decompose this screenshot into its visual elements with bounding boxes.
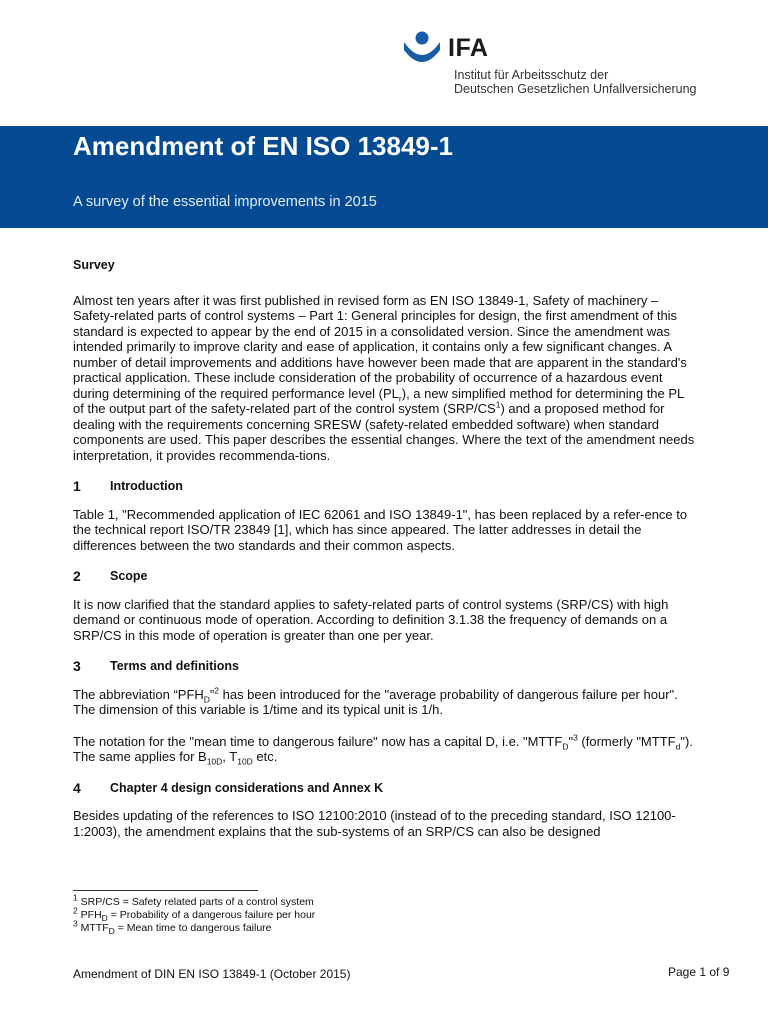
survey-heading: Survey [73, 258, 115, 272]
section-text-terms-pfhd: The abbreviation “$PFH_D”^2$ has been introduced for the "average probability of dangerous failure per hour". The dimension of this variable is 1/time and its typical unit is 1/h. [73, 685, 678, 717]
section-heading-terms: 3 Terms and definitions [73, 658, 239, 674]
section-heading-scope: 2 Scope [73, 568, 148, 584]
ifa-logo [402, 28, 722, 100]
document-title: Amendment of EN ISO 13849-1 [73, 131, 453, 161]
footnote-divider [73, 890, 258, 891]
ifa-emblem-icon [402, 28, 450, 72]
institute-name-line2: Deutschen Gesetzlichen Unfallversicherung [454, 82, 697, 96]
institute-name-line1: Institut für Arbeitsschutz der [454, 68, 609, 82]
footer-document-name: Amendment of DIN EN ISO 13849-1 (October 2015) [73, 967, 351, 981]
section-text-introduction: Table 1, "Recommended application of IEC 62061 and ISO 13849-1", has been replaced by a refer-ence to the technical report ISO/TR 23849 [1], which has since appeared. The latter addresses in detail the differences between the two standards and their common aspects. [73, 506, 688, 553]
document-subtitle: A survey of the essential improvements in 2015 [73, 194, 377, 210]
section-heading-design: 4 Chapter 4 design considerations and Annex K [73, 779, 384, 796]
document-body [73, 258, 698, 855]
survey-paragraph: Almost ten years after it was first published in revised form as EN ISO 13849-1, Safety of machinery – Safety-related parts of control systems – Part 1: General principles for design, the first amendment of this standard is expected to appear by the end of 2015 in a consolidated version. Since the amendment was intended primarily to improve clarity and ease of application, it contains only a few significant changes. A number of detail improvements and additions have however been made that are apparent in the standard's practical application. These include consideration of the probability of occurrence of a hazardous event during determining of the required performance level $(PL_r)$, a new simplified method for determining the PL of the output part of the safety-related part of the control system $(SRP/CS^1)$ and a proposed method for dealing with the requirements concerning SRESW (safety-related embedded software) when standard components are used. This paper describes the essential changes. Where the text of the amendment needs interpretation, it provides recommenda-tions. [73, 292, 695, 463]
footnotes [73, 892, 316, 937]
footnote-2: $^2$ $PFH_D$ = Probability of a dangerous failure per hour [73, 905, 316, 924]
section-text-terms-mttfd: The notation for the "mean time to dangerous failure" now has a capital D, i.e. "$MTTF_D"^3$ (formerly "$MTTF_d$"). The same applies for $B_{10D}$, $T_{10D}$ etc. [73, 732, 693, 767]
page-number: Page 1 of 9 [668, 965, 730, 979]
section-text-design: Besides updating of the references to ISO 12100:2010 (instead of to the preceding standard, ISO 12100-1:2003), the amendment explains that the sub-systems of an SRP/CS can also be designed [73, 808, 676, 839]
footnote-3: $^3$ $MTTF_D$ = Mean time to dangerous failure [73, 918, 272, 937]
logo-text: IFA [448, 34, 489, 62]
section-text-scope: It is now clarified that the standard applies to safety-related parts of control systems (SRP/CS) with high demand or continuous mode of operation. According to definition 3.1.38 the frequency of demands on a SRP/CS in this mode of operation is greater than one per year. [73, 596, 669, 643]
footnote-1: $^1$ SRP/CS = Safety related parts of a control system [73, 892, 314, 908]
section-heading-introduction: 1 Introduction [73, 478, 183, 494]
